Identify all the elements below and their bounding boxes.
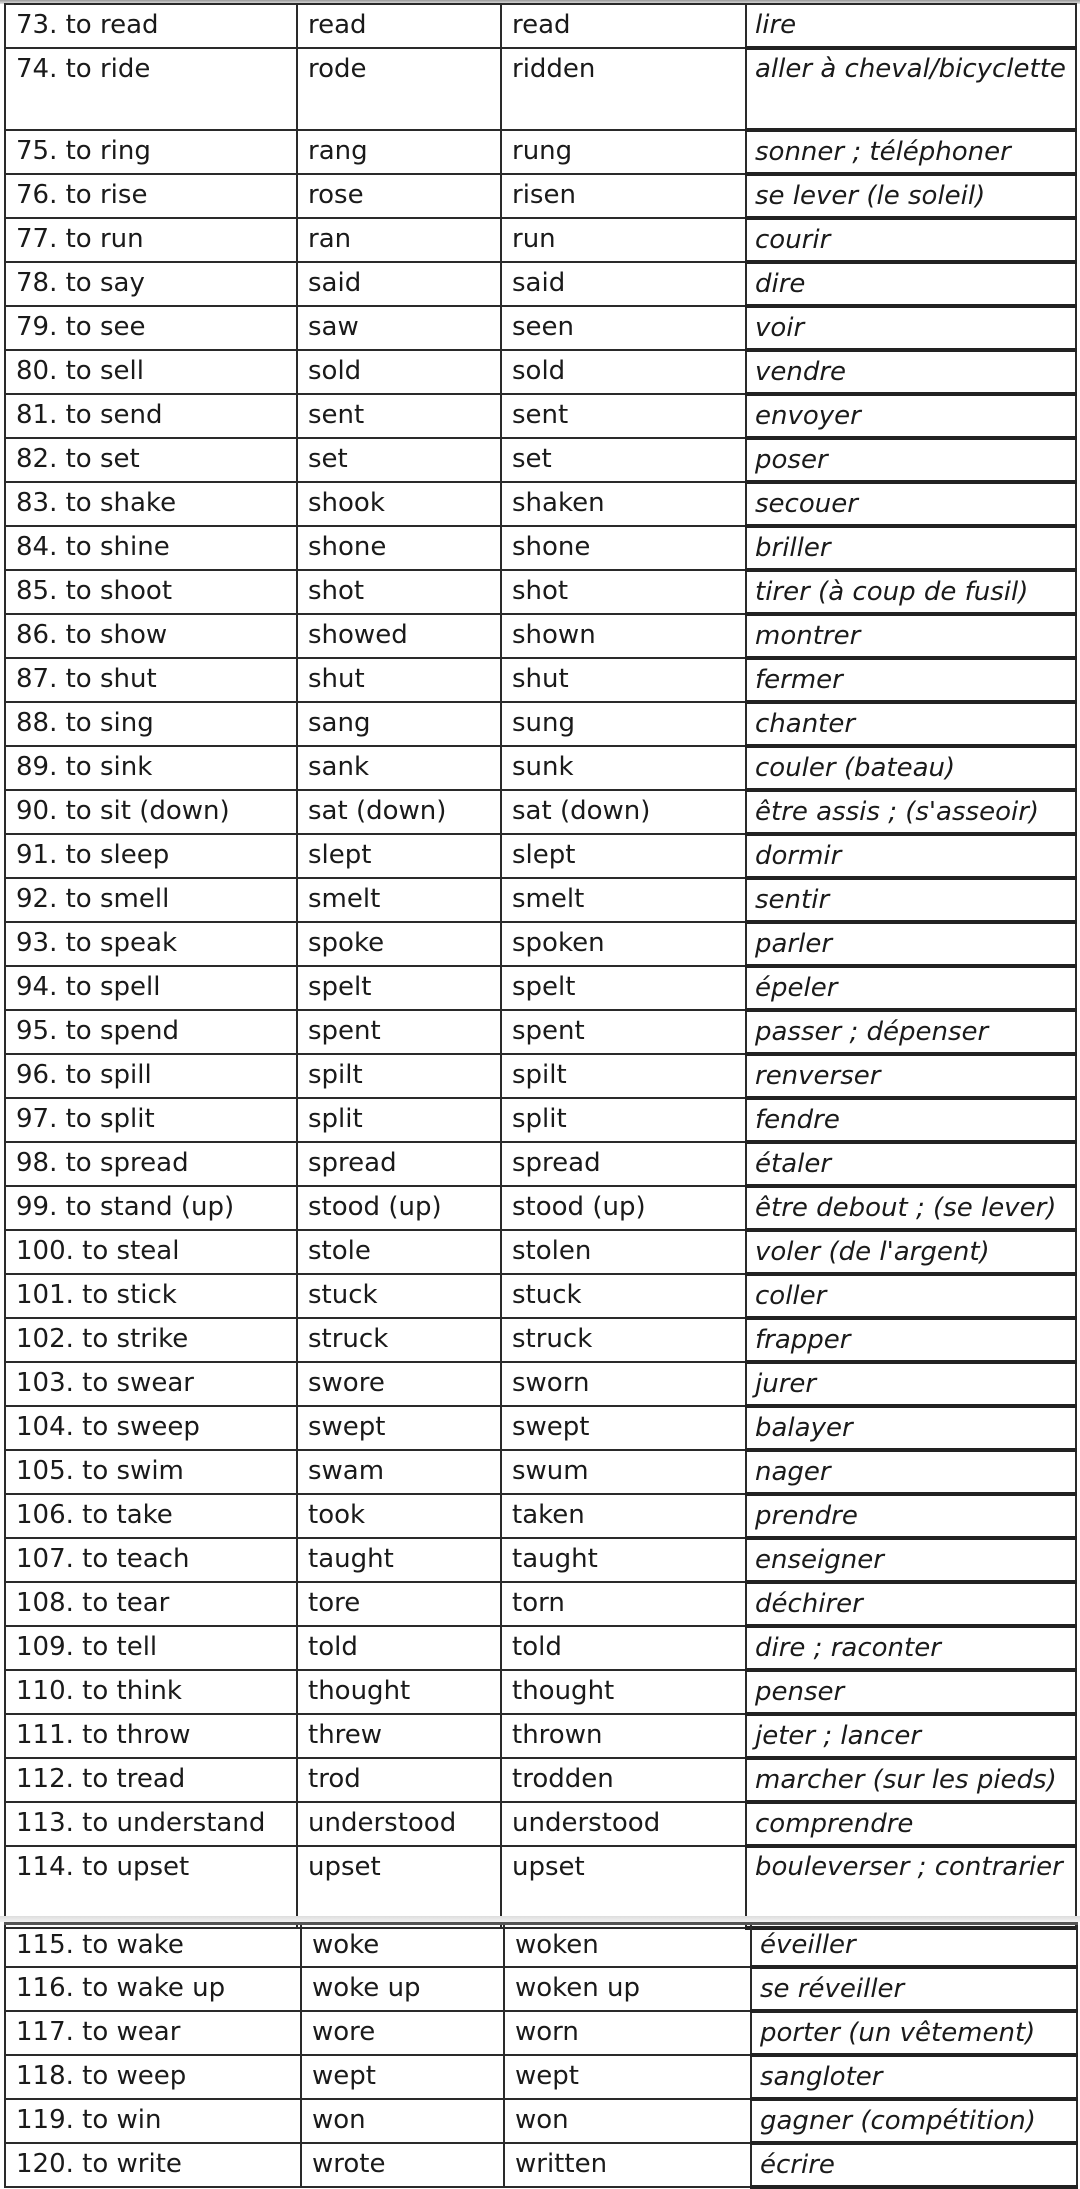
past-participle-cell: woken up: [504, 1967, 751, 2011]
irregular-verbs-table-1: [4, 3, 1077, 1930]
french-translation-cell: montrer: [746, 614, 1076, 658]
past-participle-cell: told: [501, 1626, 746, 1670]
past-simple-cell: wrote: [301, 2143, 504, 2187]
base-form-cell: 98. to spread: [5, 1142, 297, 1186]
french-translation-cell: passer ; dépenser: [746, 1010, 1076, 1054]
french-translation-cell: éveiller: [751, 1924, 1077, 1968]
past-simple-cell: upset: [297, 1846, 501, 1928]
base-form-cell: 96. to spill: [5, 1054, 297, 1098]
verb-row: [5, 1450, 1076, 1494]
base-form-cell: 108. to tear: [5, 1582, 297, 1626]
base-form-cell: 112. to tread: [5, 1758, 297, 1802]
french-translation-cell: balayer: [746, 1406, 1076, 1450]
past-simple-cell: read: [297, 4, 501, 48]
french-translation-cell: comprendre: [746, 1802, 1076, 1846]
past-simple-cell: told: [297, 1626, 501, 1670]
past-participle-cell: stolen: [501, 1230, 746, 1274]
base-form-cell: 80. to sell: [5, 350, 297, 394]
past-participle-cell: sent: [501, 394, 746, 438]
base-form-cell: 94. to spell: [5, 966, 297, 1010]
past-participle-cell: written: [504, 2143, 751, 2187]
verb-row: [5, 746, 1076, 790]
past-simple-cell: rose: [297, 174, 501, 218]
french-translation-cell: parler: [746, 922, 1076, 966]
base-form-cell: 77. to run: [5, 218, 297, 262]
verb-row: [5, 878, 1076, 922]
base-form-cell: 79. to see: [5, 306, 297, 350]
base-form-cell: 103. to swear: [5, 1362, 297, 1406]
verb-row: [5, 1538, 1076, 1582]
base-form-cell: 100. to steal: [5, 1230, 297, 1274]
past-participle-cell: smelt: [501, 878, 746, 922]
past-participle-cell: spread: [501, 1142, 746, 1186]
past-participle-cell: run: [501, 218, 746, 262]
base-form-cell: 85. to shoot: [5, 570, 297, 614]
base-form-cell: 87. to shut: [5, 658, 297, 702]
base-form-cell: 109. to tell: [5, 1626, 297, 1670]
french-translation-cell: marcher (sur les pieds): [746, 1758, 1076, 1802]
verb-row: [5, 1670, 1076, 1714]
french-translation-cell: sangloter: [751, 2055, 1077, 2099]
past-simple-cell: rang: [297, 130, 501, 174]
past-simple-cell: tore: [297, 1582, 501, 1626]
base-form-cell: 104. to sweep: [5, 1406, 297, 1450]
past-participle-cell: thrown: [501, 1714, 746, 1758]
past-participle-cell: ridden: [501, 48, 746, 130]
french-translation-cell: courir: [746, 218, 1076, 262]
past-simple-cell: spelt: [297, 966, 501, 1010]
french-translation-cell: poser: [746, 438, 1076, 482]
base-form-cell: 90. to sit (down): [5, 790, 297, 834]
past-participle-cell: seen: [501, 306, 746, 350]
past-participle-cell: taught: [501, 1538, 746, 1582]
verb-row: [5, 482, 1076, 526]
french-translation-cell: nager: [746, 1450, 1076, 1494]
verb-row: [5, 1274, 1076, 1318]
past-simple-cell: took: [297, 1494, 501, 1538]
french-translation-cell: renverser: [746, 1054, 1076, 1098]
past-participle-cell: spelt: [501, 966, 746, 1010]
french-translation-cell: dormir: [746, 834, 1076, 878]
past-simple-cell: said: [297, 262, 501, 306]
past-participle-cell: worn: [504, 2011, 751, 2055]
past-simple-cell: taught: [297, 1538, 501, 1582]
past-participle-cell: shut: [501, 658, 746, 702]
past-simple-cell: sank: [297, 746, 501, 790]
base-form-cell: 95. to spend: [5, 1010, 297, 1054]
past-participle-cell: wept: [504, 2055, 751, 2099]
verb-row: [5, 438, 1076, 482]
past-participle-cell: upset: [501, 1846, 746, 1928]
base-form-cell: 74. to ride: [5, 48, 297, 130]
base-form-cell: 107. to teach: [5, 1538, 297, 1582]
verb-row: [5, 350, 1076, 394]
past-participle-cell: stuck: [501, 1274, 746, 1318]
base-form-cell: 115. to wake: [5, 1924, 301, 1968]
past-simple-cell: understood: [297, 1802, 501, 1846]
base-form-cell: 82. to set: [5, 438, 297, 482]
verb-row: [5, 394, 1076, 438]
past-participle-cell: read: [501, 4, 746, 48]
verb-row: [5, 48, 1076, 130]
past-simple-cell: saw: [297, 306, 501, 350]
base-form-cell: 88. to sing: [5, 702, 297, 746]
french-translation-cell: sentir: [746, 878, 1076, 922]
base-form-cell: 106. to take: [5, 1494, 297, 1538]
verb-row: [5, 1758, 1076, 1802]
past-simple-cell: shook: [297, 482, 501, 526]
past-simple-cell: trod: [297, 1758, 501, 1802]
past-participle-cell: shot: [501, 570, 746, 614]
verb-row: [5, 790, 1076, 834]
past-participle-cell: taken: [501, 1494, 746, 1538]
french-translation-cell: vendre: [746, 350, 1076, 394]
french-translation-cell: enseigner: [746, 1538, 1076, 1582]
verb-row: [5, 174, 1076, 218]
base-form-cell: 93. to speak: [5, 922, 297, 966]
past-participle-cell: shone: [501, 526, 746, 570]
past-simple-cell: shone: [297, 526, 501, 570]
french-translation-cell: être debout ; (se lever): [746, 1186, 1076, 1230]
past-simple-cell: sold: [297, 350, 501, 394]
base-form-cell: 92. to smell: [5, 878, 297, 922]
french-translation-cell: secouer: [746, 482, 1076, 526]
french-translation-cell: porter (un vêtement): [751, 2011, 1077, 2055]
past-participle-cell: swum: [501, 1450, 746, 1494]
base-form-cell: 117. to wear: [5, 2011, 301, 2055]
base-form-cell: 105. to swim: [5, 1450, 297, 1494]
french-translation-cell: jeter ; lancer: [746, 1714, 1076, 1758]
french-translation-cell: gagner (compétition): [751, 2099, 1077, 2143]
past-simple-cell: thought: [297, 1670, 501, 1714]
verb-row: [5, 1230, 1076, 1274]
past-participle-cell: slept: [501, 834, 746, 878]
verb-row: [5, 1626, 1076, 1670]
past-simple-cell: sent: [297, 394, 501, 438]
french-translation-cell: fermer: [746, 658, 1076, 702]
past-simple-cell: spilt: [297, 1054, 501, 1098]
verb-row: [5, 2011, 1077, 2055]
past-simple-cell: stuck: [297, 1274, 501, 1318]
past-simple-cell: swept: [297, 1406, 501, 1450]
french-translation-cell: prendre: [746, 1494, 1076, 1538]
past-participle-cell: spilt: [501, 1054, 746, 1098]
past-participle-cell: woken: [504, 1924, 751, 1968]
verb-row: [5, 1582, 1076, 1626]
past-simple-cell: won: [301, 2099, 504, 2143]
french-translation-cell: déchirer: [746, 1582, 1076, 1626]
verb-row: [5, 1494, 1076, 1538]
past-simple-cell: smelt: [297, 878, 501, 922]
verb-row: [5, 966, 1076, 1010]
french-translation-cell: jurer: [746, 1362, 1076, 1406]
verb-row: [5, 614, 1076, 658]
french-translation-cell: chanter: [746, 702, 1076, 746]
base-form-cell: 116. to wake up: [5, 1967, 301, 2011]
french-translation-cell: coller: [746, 1274, 1076, 1318]
base-form-cell: 99. to stand (up): [5, 1186, 297, 1230]
verb-row: [5, 306, 1076, 350]
past-participle-cell: sat (down): [501, 790, 746, 834]
french-translation-cell: aller à cheval/bicyclette: [746, 48, 1076, 130]
french-translation-cell: dire ; raconter: [746, 1626, 1076, 1670]
base-form-cell: 91. to sleep: [5, 834, 297, 878]
french-translation-cell: envoyer: [746, 394, 1076, 438]
past-participle-cell: shown: [501, 614, 746, 658]
base-form-cell: 75. to ring: [5, 130, 297, 174]
past-participle-cell: thought: [501, 1670, 746, 1714]
base-form-cell: 111. to throw: [5, 1714, 297, 1758]
base-form-cell: 89. to sink: [5, 746, 297, 790]
past-participle-cell: rung: [501, 130, 746, 174]
past-participle-cell: spoken: [501, 922, 746, 966]
past-participle-cell: trodden: [501, 1758, 746, 1802]
french-translation-cell: se lever (le soleil): [746, 174, 1076, 218]
past-participle-cell: risen: [501, 174, 746, 218]
verb-row: [5, 4, 1076, 48]
past-participle-cell: set: [501, 438, 746, 482]
verb-row: [5, 1010, 1076, 1054]
base-form-cell: 73. to read: [5, 4, 297, 48]
past-simple-cell: swore: [297, 1362, 501, 1406]
french-translation-cell: écrire: [751, 2143, 1077, 2187]
base-form-cell: 86. to show: [5, 614, 297, 658]
verb-row: [5, 130, 1076, 174]
french-translation-cell: se réveiller: [751, 1967, 1077, 2011]
base-form-cell: 102. to strike: [5, 1318, 297, 1362]
base-form-cell: 118. to weep: [5, 2055, 301, 2099]
french-translation-cell: tirer (à coup de fusil): [746, 570, 1076, 614]
past-simple-cell: wore: [301, 2011, 504, 2055]
verb-row: [5, 922, 1076, 966]
verb-row: [5, 2099, 1077, 2143]
verb-row: [5, 1142, 1076, 1186]
past-simple-cell: woke: [301, 1924, 504, 1968]
past-simple-cell: spent: [297, 1010, 501, 1054]
base-form-cell: 84. to shine: [5, 526, 297, 570]
past-participle-cell: sunk: [501, 746, 746, 790]
verb-row: [5, 2055, 1077, 2099]
french-translation-cell: briller: [746, 526, 1076, 570]
base-form-cell: 78. to say: [5, 262, 297, 306]
base-form-cell: 97. to split: [5, 1098, 297, 1142]
past-participle-cell: sold: [501, 350, 746, 394]
past-simple-cell: spoke: [297, 922, 501, 966]
french-translation-cell: voir: [746, 306, 1076, 350]
base-form-cell: 76. to rise: [5, 174, 297, 218]
past-participle-cell: sworn: [501, 1362, 746, 1406]
verb-row: [5, 218, 1076, 262]
french-translation-cell: sonner ; téléphoner: [746, 130, 1076, 174]
french-translation-cell: frapper: [746, 1318, 1076, 1362]
verb-row: [5, 262, 1076, 306]
verb-row: [5, 834, 1076, 878]
base-form-cell: 113. to understand: [5, 1802, 297, 1846]
french-translation-cell: lire: [746, 4, 1076, 48]
past-simple-cell: threw: [297, 1714, 501, 1758]
verb-row: [5, 1714, 1076, 1758]
base-form-cell: 101. to stick: [5, 1274, 297, 1318]
past-simple-cell: swam: [297, 1450, 501, 1494]
base-form-cell: 114. to upset: [5, 1846, 297, 1928]
past-simple-cell: showed: [297, 614, 501, 658]
base-form-cell: 120. to write: [5, 2143, 301, 2187]
french-translation-cell: voler (de l'argent): [746, 1230, 1076, 1274]
french-translation-cell: dire: [746, 262, 1076, 306]
french-translation-cell: couler (bateau): [746, 746, 1076, 790]
irregular-verbs-table-2: [4, 1922, 1078, 2189]
past-simple-cell: rode: [297, 48, 501, 130]
french-translation-cell: épeler: [746, 966, 1076, 1010]
past-participle-cell: shaken: [501, 482, 746, 526]
past-simple-cell: sat (down): [297, 790, 501, 834]
past-participle-cell: split: [501, 1098, 746, 1142]
french-translation-cell: fendre: [746, 1098, 1076, 1142]
french-translation-cell: étaler: [746, 1142, 1076, 1186]
past-simple-cell: set: [297, 438, 501, 482]
past-simple-cell: stole: [297, 1230, 501, 1274]
verb-row: [5, 1098, 1076, 1142]
past-participle-cell: won: [504, 2099, 751, 2143]
past-simple-cell: spread: [297, 1142, 501, 1186]
verb-row: [5, 1967, 1077, 2011]
verb-row: [5, 1406, 1076, 1450]
verb-row: [5, 570, 1076, 614]
base-form-cell: 119. to win: [5, 2099, 301, 2143]
past-simple-cell: woke up: [301, 1967, 504, 2011]
past-participle-cell: struck: [501, 1318, 746, 1362]
french-translation-cell: penser: [746, 1670, 1076, 1714]
verb-row: [5, 2143, 1077, 2187]
past-participle-cell: stood (up): [501, 1186, 746, 1230]
past-participle-cell: said: [501, 262, 746, 306]
base-form-cell: 110. to think: [5, 1670, 297, 1714]
verb-row: [5, 1318, 1076, 1362]
past-participle-cell: spent: [501, 1010, 746, 1054]
base-form-cell: 83. to shake: [5, 482, 297, 526]
past-participle-cell: torn: [501, 1582, 746, 1626]
past-participle-cell: swept: [501, 1406, 746, 1450]
past-simple-cell: shut: [297, 658, 501, 702]
past-participle-cell: sung: [501, 702, 746, 746]
base-form-cell: 81. to send: [5, 394, 297, 438]
past-participle-cell: understood: [501, 1802, 746, 1846]
french-translation-cell: bouleverser ; contrarier: [746, 1846, 1076, 1928]
past-simple-cell: shot: [297, 570, 501, 614]
verb-row: [5, 658, 1076, 702]
past-simple-cell: split: [297, 1098, 501, 1142]
verb-row: [5, 1186, 1076, 1230]
past-simple-cell: stood (up): [297, 1186, 501, 1230]
verb-row: [5, 526, 1076, 570]
verb-row: [5, 1924, 1077, 1968]
past-simple-cell: slept: [297, 834, 501, 878]
past-simple-cell: struck: [297, 1318, 501, 1362]
past-simple-cell: wept: [301, 2055, 504, 2099]
verb-row: [5, 1054, 1076, 1098]
verb-row: [5, 1802, 1076, 1846]
verb-row: [5, 702, 1076, 746]
past-simple-cell: ran: [297, 218, 501, 262]
verb-row: [5, 1362, 1076, 1406]
french-translation-cell: être assis ; (s'asseoir): [746, 790, 1076, 834]
past-simple-cell: sang: [297, 702, 501, 746]
